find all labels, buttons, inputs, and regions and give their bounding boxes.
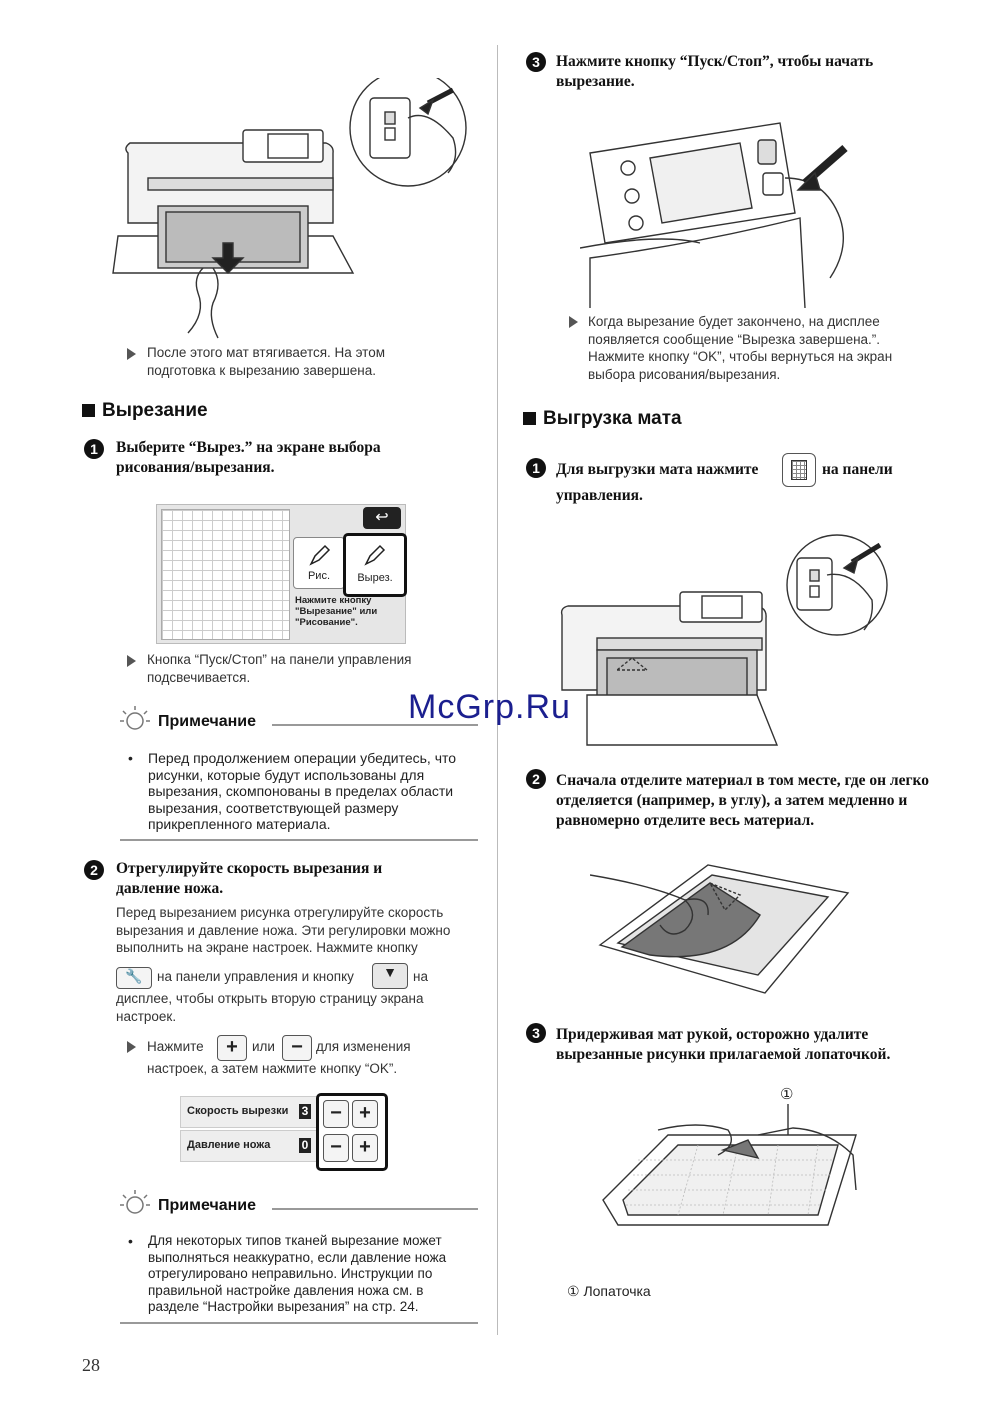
step2-sub-c: настроек, а затем нажмите кнопку “OK”. [147, 1061, 398, 1076]
step-number: 2 [526, 769, 546, 789]
section-title-cutting: Вырезание [82, 400, 208, 422]
draw-button[interactable]: Рис. [293, 537, 345, 589]
spatula-illustration [598, 1100, 860, 1230]
step2-body: Перед вырезанием рисунка отрегулируйте скорость вырезания и давление ножа. Эти регулировки можно выполнить на экране настроек. Нажмите кнопку [116, 905, 451, 955]
section-title-unload: Выгрузка мата [523, 408, 682, 430]
peel-material-illustration [590, 855, 860, 1000]
result-arrow-icon [569, 316, 578, 328]
cut-draw-screen [156, 504, 406, 644]
callout-number: ① [780, 1086, 794, 1103]
step-number: 3 [526, 1023, 546, 1043]
step2-body-d: дисплее, чтобы открыть вторую страницу экрана настроек. [116, 991, 424, 1024]
mat-grid-preview [161, 509, 290, 640]
load-note-text: После этого мат втягивается. На этом подготовка к вырезанию завершена. [147, 345, 385, 378]
page-number: 28 [82, 1355, 100, 1375]
screen-hint: Нажмите кнопку "Вырезание" или "Рисование". [295, 595, 378, 628]
mat-unload-icon[interactable] [782, 453, 816, 487]
note1-text: Перед продолжением операции убедитесь, что рисунки, которые будут использованы для вырезания, скомпонованы в пределах области вырезания, соответствующей размеру прикрепленного материала. [148, 750, 457, 832]
wrench-icon[interactable]: 🔧 [116, 967, 152, 989]
minus-icon[interactable]: − [282, 1035, 312, 1061]
result-arrow-icon [127, 1041, 136, 1053]
step1-heading: Выберите “Вырез.” на экране выбора рисования/вырезания. [116, 439, 381, 476]
bullet-icon: • [128, 750, 133, 766]
setting-row-pressure: Давление ножа 0 [180, 1130, 318, 1162]
step-number: 3 [526, 52, 546, 72]
step2-sub-b: для изменения [316, 1039, 411, 1054]
setting-value: 0 [299, 1138, 311, 1153]
note-title: Примечание [158, 713, 257, 730]
step3-heading: Нажмите кнопку “Пуск/Стоп”, чтобы начать вырезание. [556, 53, 874, 90]
square-bullet-icon [82, 404, 95, 417]
next-page-icon[interactable]: ▼ [372, 963, 408, 989]
note-title: Примечание [158, 1197, 257, 1214]
pressure-minus-button[interactable]: − [323, 1134, 349, 1162]
step3-result: Когда вырезание будет закончено, на дисплее появляется сообщение “Вырезка завершена.”. Нажмите кнопку “OK”, чтобы вернуться на экран выбора рисования/вырезания. [588, 314, 893, 382]
step-number: 1 [84, 439, 104, 459]
note-bulb-icon [118, 704, 152, 738]
plus-minus-group [316, 1093, 388, 1171]
plus-icon[interactable]: + [217, 1035, 247, 1061]
watermark: McGrp.Ru [408, 688, 571, 726]
grid-icon [791, 460, 807, 480]
step2-sub-or: или [252, 1039, 275, 1054]
machine-unload-illustration [552, 530, 897, 755]
note-rule [272, 1208, 478, 1210]
step1-result: Кнопка “Пуск/Стоп” на панели управления подсвечивается. [147, 652, 412, 685]
setting-value: 3 [299, 1104, 311, 1119]
step-number: 1 [526, 458, 546, 478]
unload3-heading: Придерживая мат рукой, осторожно удалите вырезанные рисунки прилагаемой лопаточкой. [556, 1026, 891, 1063]
step2-body-c: на [413, 969, 428, 984]
blade-icon [362, 542, 386, 568]
setting-row-speed: Скорость вырезки 3 [180, 1096, 318, 1128]
result-arrow-icon [127, 655, 136, 667]
pen-icon [307, 542, 331, 568]
step-number: 2 [84, 860, 104, 880]
note-rule [120, 839, 478, 841]
step2-heading: Отрегулируйте скорость вырезания и давление ножа. [116, 860, 383, 897]
spatula-caption: ① Лопаточка [567, 1283, 651, 1299]
speed-minus-button[interactable]: − [323, 1100, 349, 1128]
unload2-heading: Сначала отделите материал в том месте, где он легко отделяется (например, в углу), а затем медленно и равномерно отделите весь материал. [556, 772, 929, 829]
note2-text: Для некоторых типов тканей вырезание может выполняться неаккуратно, если давление ножа отрегулировано неправильно. Инструкции по правильной настройке давления ножа см. в разделе “Настройки вырезания” на стр. 24. [148, 1233, 447, 1314]
unload1-heading-c: управления. [556, 487, 643, 504]
pressure-plus-button[interactable]: + [352, 1134, 378, 1162]
machine-loading-illustration [108, 78, 478, 348]
unload1-heading-b: на панели [822, 461, 893, 478]
note-rule [120, 1322, 478, 1324]
unload1-heading-a: Для выгрузки мата нажмите [556, 461, 759, 478]
square-bullet-icon [523, 412, 536, 425]
cut-button[interactable]: Вырез. [343, 533, 407, 597]
control-panel-illustration [580, 118, 860, 310]
speed-plus-button[interactable]: + [352, 1100, 378, 1128]
step2-sub-a: Нажмите [147, 1039, 204, 1054]
note-bulb-icon [118, 1188, 152, 1222]
back-icon[interactable]: ↩ [363, 507, 401, 529]
step2-body-b: на панели управления и кнопку [157, 969, 354, 984]
result-arrow-icon [127, 348, 136, 360]
bullet-icon: • [128, 1233, 133, 1249]
